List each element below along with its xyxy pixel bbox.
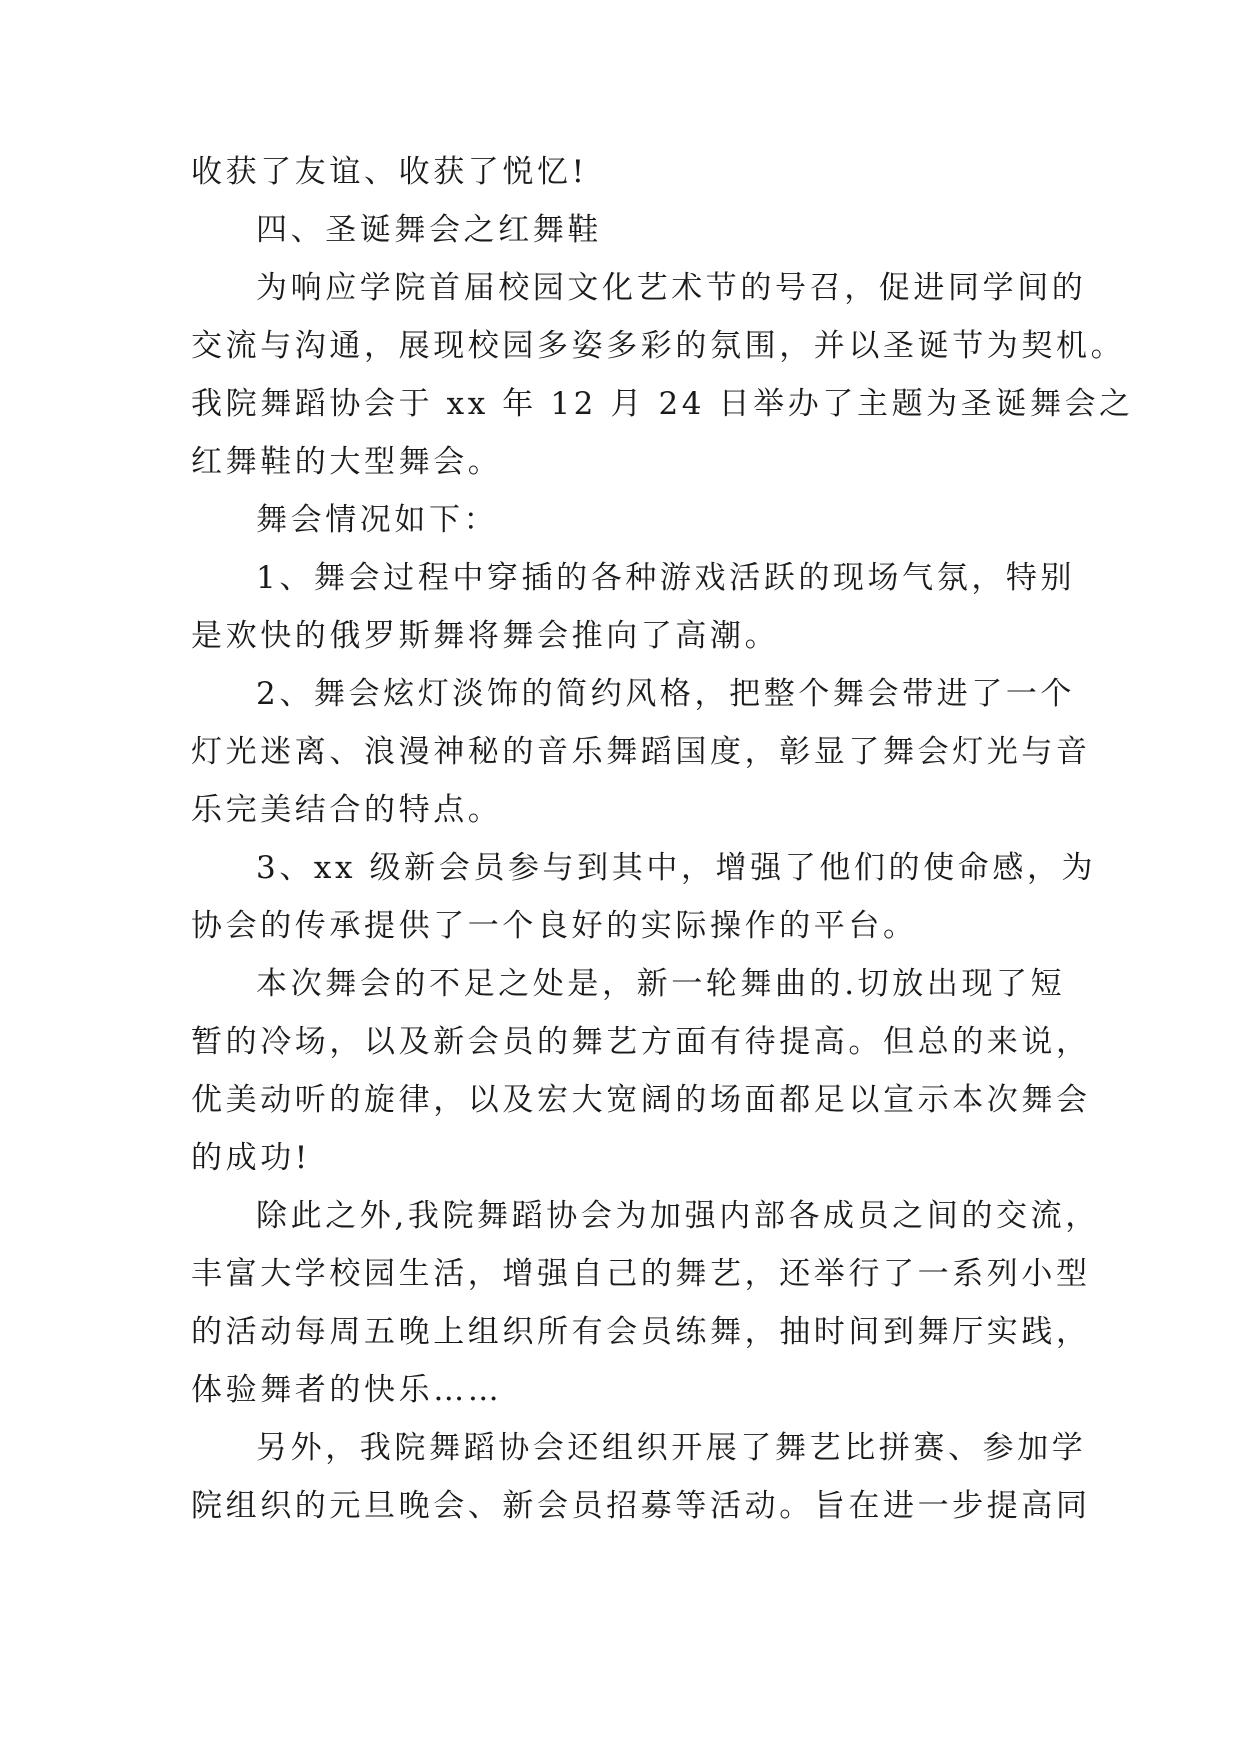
text-line: 2、舞会炫灯淡饰的简约风格，把整个舞会带进了一个 — [256, 676, 1076, 712]
text-line: 我院舞蹈协会于 xx 年 12 月 24 日举办了主题为圣诞舞会之 — [191, 386, 1134, 422]
text-line: 灯光迷离、浪漫神秘的音乐舞蹈国度，彰显了舞会灯光与音 — [191, 734, 1091, 770]
text-line: 为响应学院首届校园文化艺术节的号召，促进同学间的 — [256, 270, 1087, 306]
text-line: 另外，我院舞蹈协会还组织开展了舞艺比拼赛、参加学 — [256, 1430, 1087, 1466]
text-line: 的成功! — [191, 1140, 311, 1176]
text-line: 除此之外,我院舞蹈协会为加强内部各成员之间的交流， — [256, 1198, 1100, 1234]
text-line: 院组织的元旦晚会、新会员招募等活动。旨在进一步提高同 — [191, 1488, 1091, 1524]
text-line: 本次舞会的不足之处是，新一轮舞曲的.切放出现了短 — [256, 966, 1066, 1002]
text-line: 丰富大学校园生活，增强自己的舞艺，还举行了一系列小型 — [191, 1256, 1091, 1292]
text-line: 收获了友谊、收获了悦忆! — [191, 154, 588, 190]
text-line: 暂的冷场，以及新会员的舞艺方面有待提高。但总的来说， — [191, 1024, 1091, 1060]
text-line: 是欢快的俄罗斯舞将舞会推向了高潮。 — [191, 618, 780, 654]
text-line: 1、舞会过程中穿插的各种游戏活跃的现场气氛，特别 — [256, 560, 1076, 596]
text-line: 优美动听的旋律，以及宏大宽阔的场面都足以宣示本次舞会 — [191, 1082, 1091, 1118]
section-heading: 四、圣诞舞会之红舞鞋 — [256, 212, 602, 248]
text-line: 舞会情况如下： — [256, 502, 499, 538]
text-line: 红舞鞋的大型舞会。 — [191, 444, 503, 480]
text-line: 交流与沟通，展现校园多姿多彩的氛围，并以圣诞节为契机。 — [191, 328, 1126, 364]
text-line: 体验舞者的快乐…… — [191, 1372, 503, 1408]
text-line: 乐完美结合的特点。 — [191, 792, 503, 828]
text-line: 3、xx 级新会员参与到其中，增强了他们的使命感，为 — [256, 850, 1097, 886]
text-line: 的活动每周五晚上组织所有会员练舞，抽时间到舞厅实践， — [191, 1314, 1091, 1350]
text-line: 协会的传承提供了一个良好的实际操作的平台。 — [191, 908, 918, 944]
